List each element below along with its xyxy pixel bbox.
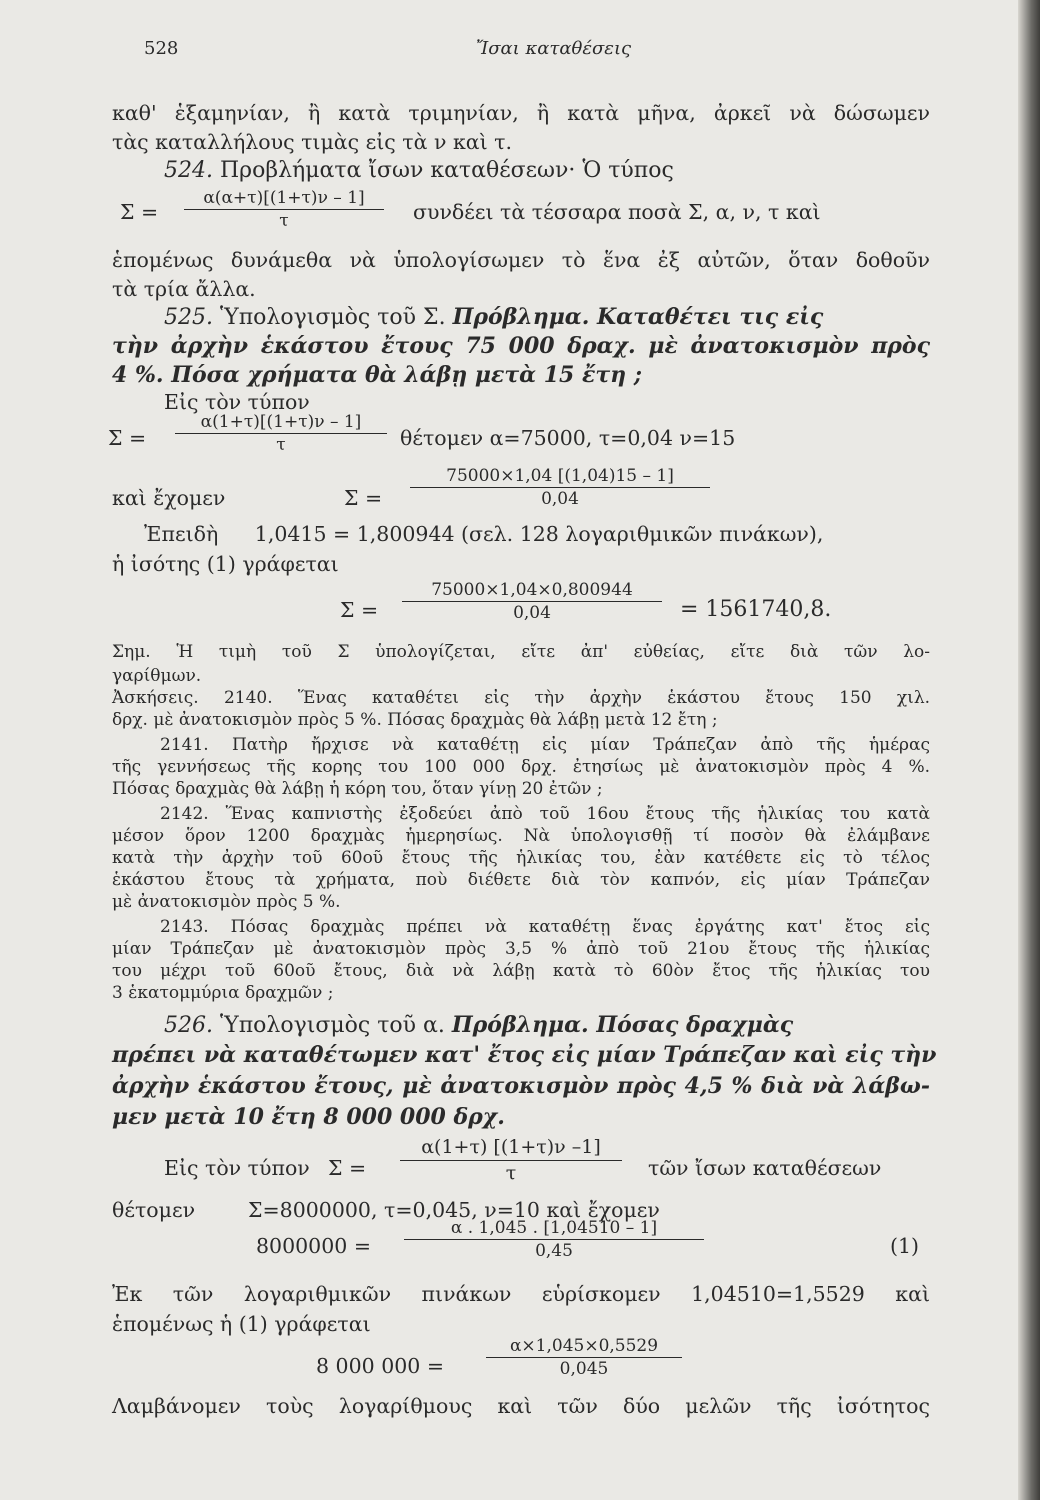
- text-line: Σ=8000000, τ=0,045, ν=10 καὶ ἔχομεν: [248, 1198, 660, 1222]
- formula-lhs: 8000000 =: [256, 1234, 371, 1258]
- fraction-numerator: α(1+τ) [(1+τ)ν –1]: [400, 1136, 622, 1161]
- formula-lhs: Σ =: [344, 486, 383, 510]
- text-line: καθ' ἑξαμηνίαν, ἢ κατὰ τριμηνίαν, ἢ κατὰ μῆνα, ἀρκεῖ νὰ δώσωμεν: [112, 101, 930, 125]
- fraction-numerator: α×1,045×0,5529: [486, 1336, 682, 1358]
- section-526-heading: [164, 1014, 793, 1037]
- text-span: 1,0415 = 1,800944 (σελ. 128 λογαριθμικῶν πινάκων),: [254, 522, 824, 546]
- exercise-line: 2143. Πόσας δραχμὰς πρέπει νὰ καταθέτῃ ἕνας ἐργάτης κατ' ἔτος εἰς: [160, 917, 930, 937]
- text-line: θέτομεν α=75000, τ=0,04 ν=15: [400, 426, 736, 450]
- text-line: ἡ ἰσότης (1) γράφεται: [112, 552, 339, 576]
- formula-lhs: Σ =: [340, 598, 379, 622]
- formula-4-fraction: [402, 580, 662, 625]
- exercise-line: του μέχρι τοῦ 60οῦ ἔτους, διὰ νὰ λάβῃ κατὰ τὸ 60ὸν ἔτος τῆς ἡλικίας του: [112, 961, 930, 981]
- fraction-numerator: α . 1,045 . [1,04510 – 1]: [404, 1218, 704, 1240]
- problem-text: 4 %. Πόσα χρήματα θὰ λάβῃ μετὰ 15 ἔτη ;: [112, 362, 642, 388]
- text-span: Ἐπειδὴ: [144, 522, 219, 546]
- page-number: 528: [144, 38, 179, 59]
- text-line: Εἰς τὸν τύπον: [164, 390, 310, 414]
- note-line: γαρίθμων.: [112, 666, 202, 686]
- formula-result: = 1561740,8.: [680, 597, 832, 622]
- fraction-denominator: τ: [279, 211, 289, 232]
- fraction-denominator: 0,04: [541, 489, 579, 510]
- problem-text: Πρόβλημα. Πόσας δραχμὰς: [451, 1012, 794, 1038]
- section-title: Προβλήματα ἴσων καταθέσεων·: [219, 158, 576, 183]
- text-line: Εἰς τὸν τύπον: [164, 1156, 310, 1180]
- text-line: Λαμβάνομεν τοὺς λογαρίθμους καὶ τῶν δύο μελῶν τῆς ἰσότητος: [112, 1394, 930, 1418]
- exercise-line: μέσον ὅρον 1200 δραχμὰς ἡμερησίως. Νὰ ὑπολογισθῇ τί ποσὸν θὰ ἐλάμβανε: [112, 826, 930, 846]
- exercise-line: 2142. Ἕνας καπνιστὴς ἐξοδεύει ἀπὸ τοῦ 16ου ἔτους τῆς ἡλικίας του κατὰ: [160, 804, 930, 824]
- page-edge-shadow: [1018, 0, 1040, 1500]
- text-line: ἑπομένως δυνάμεθα νὰ ὑπολογίσωμεν τὸ ἕνα ἐξ αὐτῶν, ὅταν δοθοῦν: [112, 248, 930, 272]
- exercise-line: τῆς γεννήσεως τῆς κορης του 100 000 δρχ. ἐτησίως μὲ ἀνατοκισμὸν πρὸς 4 %.: [112, 757, 930, 777]
- exercise-line: μίαν Τράπεζαν μὲ ἀνατοκισμὸν πρὸς 3,5 % ἀπὸ τοῦ 21ου ἔτους τῆς ἡλικίας: [112, 939, 930, 959]
- fraction-numerator: 75000×1,04 [(1,04)15 – 1]: [410, 466, 710, 488]
- text-line: τὰς καταλλήλους τιμὰς εἰς τὰ ν καὶ τ.: [112, 130, 513, 154]
- section-number: 526.: [164, 1013, 213, 1038]
- text-line: [144, 524, 823, 545]
- problem-text: μεν μετὰ 10 ἔτη 8 000 000 δρχ.: [112, 1104, 505, 1130]
- exercise-line: δρχ. μὲ ἀνατοκισμὸν πρὸς 5 %. Πόσας δραχμὰς θὰ λάβῃ μετὰ 12 ἔτη ;: [112, 710, 718, 730]
- fraction-numerator: 75000×1,04×0,800944: [402, 580, 662, 602]
- formula-5-fraction: [400, 1136, 622, 1186]
- section-number: 525.: [164, 305, 213, 330]
- equation-number: (1): [890, 1234, 920, 1258]
- exercise-line: ἑκάστου ἔτους τὰ χρήματα, ποὺ διέθετε διὰ τὸν καπνόν, εἰς μίαν Τράπεζαν: [112, 870, 930, 890]
- formula-2-fraction: [175, 412, 387, 457]
- text-line: καὶ ἔχομεν: [112, 486, 226, 510]
- formula-1-fraction: [184, 188, 384, 233]
- section-525-heading: [164, 306, 823, 329]
- text-line: ἑπομένως ἡ (1) γράφεται: [112, 1312, 371, 1336]
- exercise-line: Ἀσκήσεις. 2140. Ἕνας καταθέτει εἰς τὴν ἀρχὴν ἑκάστου ἔτους 150 χιλ.: [112, 688, 930, 708]
- problem-text: Πρόβλημα. Καταθέτει τις εἰς: [452, 304, 824, 330]
- text-line: θέτομεν: [112, 1198, 196, 1222]
- fraction-denominator: τ: [276, 435, 286, 456]
- problem-text: πρέπει νὰ καταθέτωμεν κατ' ἔτος εἰς μίαν Τράπεζαν καὶ εἰς τὴν: [112, 1042, 937, 1068]
- exercise-line: 2141. Πατὴρ ἤρχισε νὰ καταθέτῃ εἰς μίαν Τράπεζαν ἀπὸ τῆς ἡμέρας: [160, 735, 930, 755]
- exercise-line: μὲ ἀνατοκισμὸν πρὸς 5 %.: [112, 892, 341, 912]
- section-title: Ὑπολογισμὸς τοῦ Σ.: [219, 305, 446, 330]
- fraction-numerator: α(1+τ)[(1+τ)ν – 1]: [175, 412, 387, 434]
- problem-text: ἀρχὴν ἑκάστου ἔτους, μὲ ἀνατοκισμὸν πρὸς 4,5 % διὰ νὰ λάβω-: [112, 1073, 930, 1099]
- fraction-denominator: 0,04: [513, 603, 551, 624]
- formula-3-fraction: [410, 466, 710, 511]
- fraction-denominator: 0,045: [559, 1359, 609, 1380]
- section-524-heading: [164, 160, 674, 182]
- text-line: τῶν ἴσων καταθέσεων: [648, 1156, 882, 1180]
- exercise-line: κατὰ τὴν ἀρχὴν τοῦ 60οῦ ἔτους τῆς ἡλικίας του, ἐὰν κατέθετε εἰς τὸ τέλος: [112, 848, 930, 868]
- section-title: Ὑπολογισμὸς τοῦ α.: [219, 1013, 445, 1038]
- formula-lhs: 8 000 000 =: [316, 1354, 445, 1378]
- running-title: Ἴσαι καταθέσεις: [476, 38, 632, 59]
- formula-6-fraction: [404, 1218, 704, 1263]
- text-line: τὰ τρία ἄλλα.: [112, 277, 256, 301]
- fraction-numerator: α(α+τ)[(1+τ)ν – 1]: [184, 188, 384, 210]
- section-number: 524.: [164, 158, 213, 183]
- section-text: Ὁ τύπος: [582, 158, 674, 183]
- formula-7-fraction: [486, 1336, 682, 1381]
- page-header: [0, 38, 1040, 66]
- problem-text: τὴν ἀρχὴν ἑκάστου ἔτους 75 000 δραχ. μὲ ἀνατοκισμὸν πρὸς: [112, 333, 930, 359]
- formula-lhs: Σ =: [120, 200, 159, 224]
- text-line: Ἐκ τῶν λογαριθμικῶν πινάκων εὑρίσκομεν 1,04510=1,5529 καὶ: [112, 1282, 930, 1306]
- fraction-denominator: 0,45: [535, 1241, 573, 1262]
- exercise-line: Πόσας δραχμὰς θὰ λάβῃ ἡ κόρη του, ὅταν γίνῃ 20 ἐτῶν ;: [112, 779, 603, 799]
- formula-lhs: Σ =: [328, 1156, 367, 1180]
- note-line: Σημ. Ἡ τιμὴ τοῦ Σ ὑπολογίζεται, εἴτε ἀπ' εὐθείας, εἴτε διὰ τῶν λο-: [112, 642, 930, 662]
- formula-lhs: Σ =: [108, 426, 147, 450]
- fraction-denominator: τ: [505, 1161, 517, 1184]
- exercise-line: 3 ἑκατομμύρια δραχμῶν ;: [112, 983, 334, 1003]
- text-line: συνδέει τὰ τέσσαρα ποσὰ Σ, α, ν, τ καὶ: [413, 200, 821, 224]
